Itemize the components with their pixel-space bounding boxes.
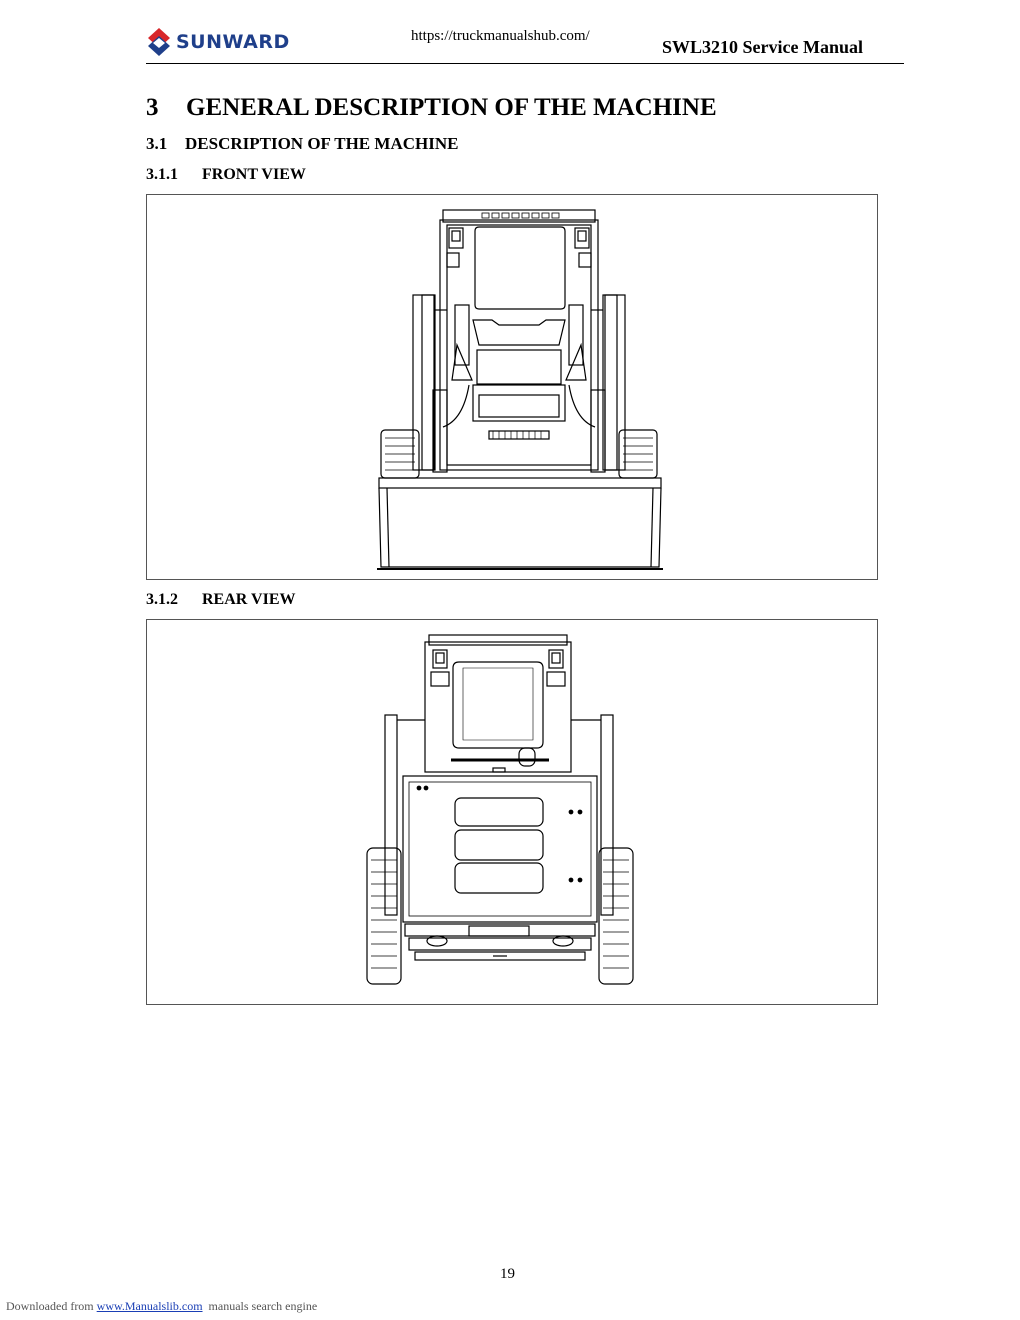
footer-prefix: Downloaded from xyxy=(6,1299,94,1313)
section-title: GENERAL DESCRIPTION OF THE MACHINE xyxy=(186,94,717,121)
figure-title: REAR VIEW xyxy=(202,591,296,608)
figure-heading-front xyxy=(146,166,306,184)
page-number: 19 xyxy=(500,1266,515,1282)
front-view-figure xyxy=(146,194,878,580)
section-heading xyxy=(146,94,717,122)
footer xyxy=(6,1299,317,1314)
figure-number: 3.1.1 xyxy=(146,166,178,183)
rear-view-figure xyxy=(146,619,878,1005)
subsection-title: DESCRIPTION OF THE MACHINE xyxy=(185,134,459,153)
rear-view-drawing xyxy=(147,620,877,1004)
sunward-logo-icon xyxy=(146,26,172,58)
subsection-heading xyxy=(146,134,458,154)
logo-text: SUNWARD xyxy=(176,31,290,53)
figure-title: FRONT VIEW xyxy=(202,166,306,183)
sunward-logo xyxy=(146,26,290,58)
footer-link[interactable]: www.Manualslib.com xyxy=(96,1299,203,1313)
front-view-drawing xyxy=(147,195,877,579)
footer-suffix: manuals search engine xyxy=(208,1299,318,1313)
figure-heading-rear xyxy=(146,591,296,609)
subsection-number: 3.1 xyxy=(146,134,168,153)
figure-number: 3.1.2 xyxy=(146,591,178,608)
manual-title: SWL3210 Service Manual xyxy=(662,37,863,57)
section-number: 3 xyxy=(146,94,159,121)
header-divider xyxy=(146,63,904,64)
header-url: https://truckmanualshub.com/ xyxy=(411,28,590,44)
